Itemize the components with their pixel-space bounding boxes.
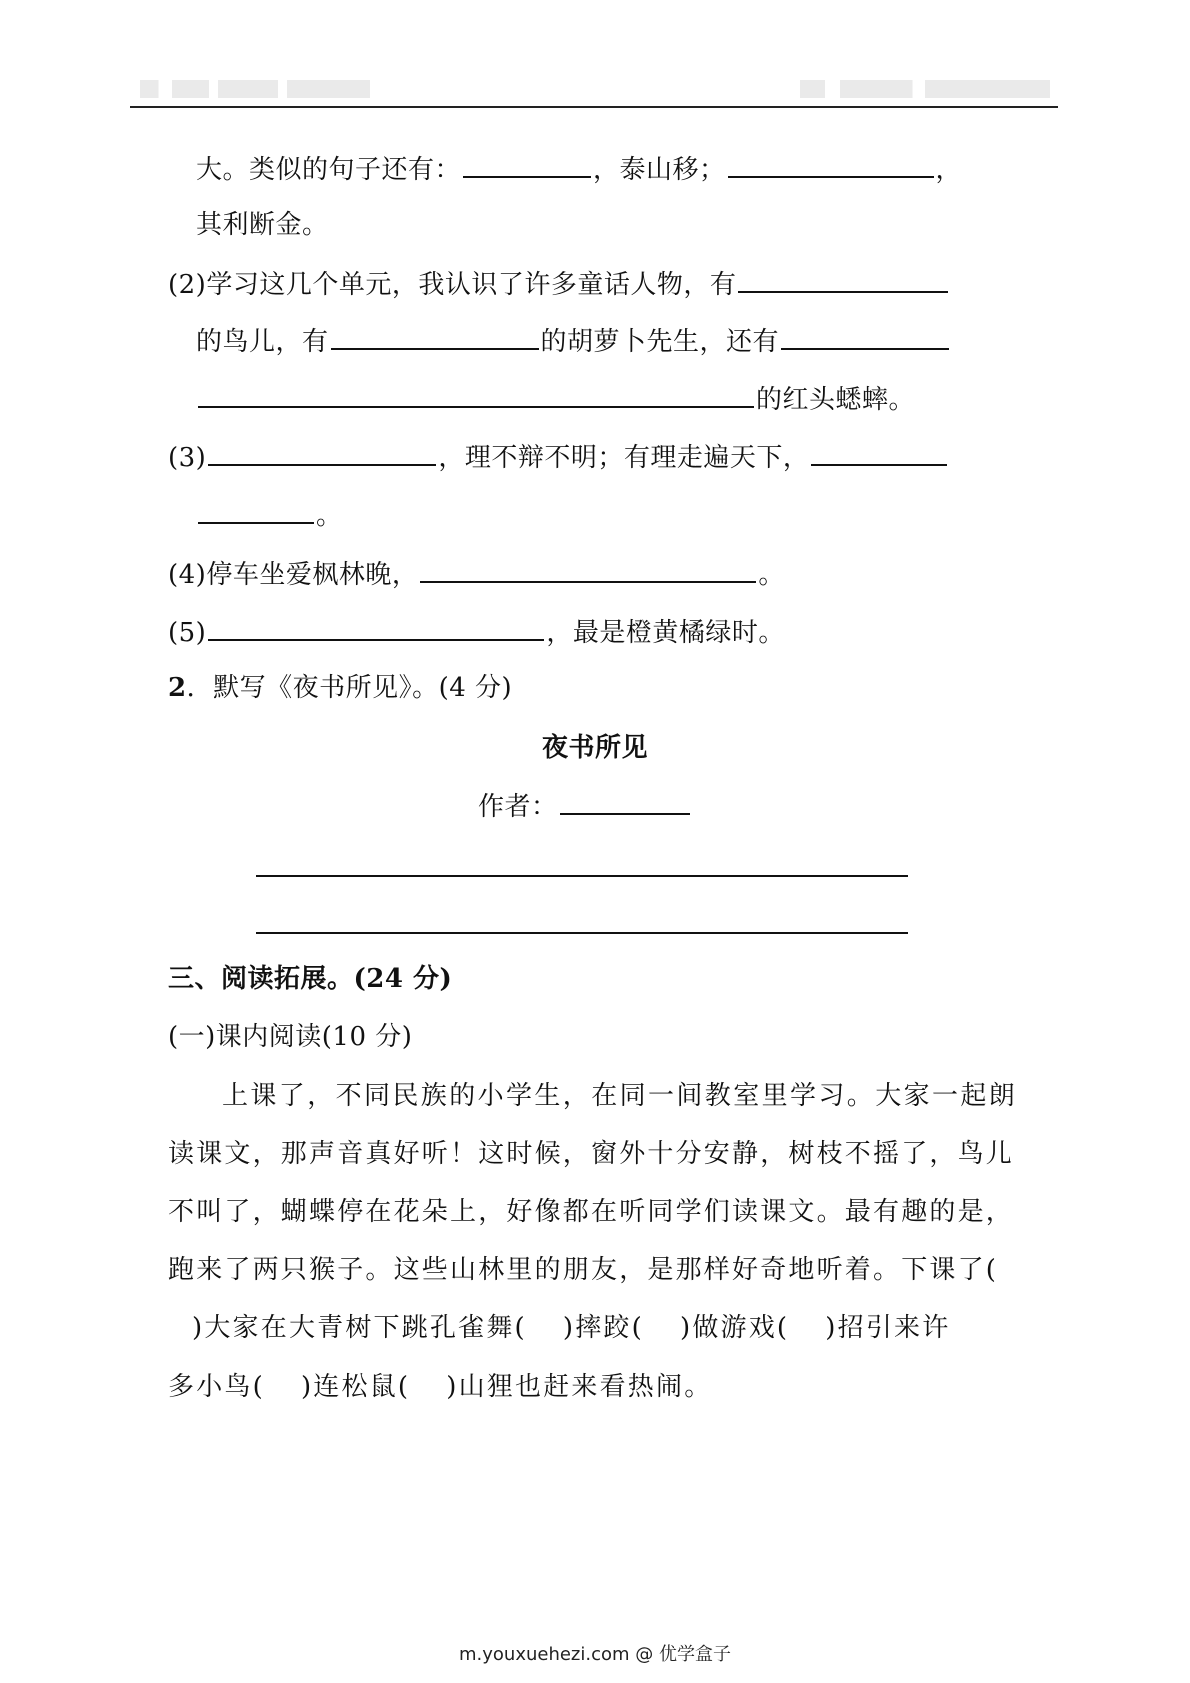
q2-text: ．默写《夜书所见》。(4 分) bbox=[186, 673, 513, 703]
section3-heading bbox=[168, 962, 452, 996]
answer-blank[interactable] bbox=[198, 380, 754, 408]
answer-blank[interactable] bbox=[198, 496, 314, 524]
passage-line-3 bbox=[168, 1195, 1014, 1229]
passage-line-4 bbox=[168, 1253, 998, 1287]
q1-3-line1 bbox=[168, 438, 949, 475]
q1-2-line1 bbox=[168, 265, 950, 302]
footer-text: m.youxuehezi.com @ 优学盒子 bbox=[458, 1644, 731, 1665]
q2-number: 2 bbox=[168, 673, 187, 703]
passage-text: 跑来了两只猴子。这些山林里的朋友，是那样好奇地听着。下课了( bbox=[168, 1255, 999, 1285]
q1-2-text1: (2)学习这几个单元，我认识了许多童话人物，有 bbox=[168, 270, 737, 300]
q1-3-label: (3) bbox=[168, 443, 207, 473]
passage-text: )大家在大青树下跳孔雀舞( bbox=[192, 1313, 527, 1343]
header-left-text-faded bbox=[140, 80, 370, 98]
passage-line-5 bbox=[192, 1311, 950, 1345]
answer-blank[interactable] bbox=[331, 322, 539, 350]
section3-subheading-text: (一)课内阅读(10 分) bbox=[168, 1022, 413, 1052]
q1-line2: 其利断金。 bbox=[196, 210, 329, 240]
answer-blank[interactable] bbox=[420, 555, 756, 583]
poem-line-blank-1[interactable] bbox=[256, 875, 908, 877]
header-right-text-faded bbox=[800, 80, 1050, 98]
passage-text: 上课了，不同民族的小学生，在同一间教室里学习。大家一起朗 bbox=[222, 1081, 1018, 1111]
passage-text: 不叫了，蝴蝶停在花朵上，好像都在听同学们读课文。最有趣的是， bbox=[168, 1197, 1015, 1227]
poem-line-blank-2[interactable] bbox=[256, 932, 908, 934]
q1-line1-mid: ，泰山移； bbox=[593, 155, 726, 185]
q2-heading bbox=[168, 671, 512, 705]
author-blank[interactable] bbox=[560, 787, 690, 815]
q1-line1-start: 大。类似的句子还有： bbox=[196, 155, 462, 185]
q1-3-line2 bbox=[196, 496, 343, 533]
passage-text: 读课文，那声音真好听！这时候，窗外十分安静，树枝不摇了，鸟儿 bbox=[168, 1139, 1015, 1169]
q1-3-end: 。 bbox=[316, 501, 343, 531]
passage-text: )连松鼠( bbox=[300, 1372, 411, 1402]
header-rule bbox=[130, 106, 1058, 108]
author-label: 作者： bbox=[478, 792, 558, 822]
poem-title bbox=[0, 731, 1190, 765]
footer-watermark bbox=[0, 1640, 1190, 1666]
q1-5-label: (5) bbox=[168, 618, 207, 648]
q1-4-end: 。 bbox=[758, 560, 785, 590]
q1-continuation-line1 bbox=[196, 150, 962, 187]
section3-subheading bbox=[168, 1020, 412, 1054]
section3-heading-text: 三、阅读拓展。(24 分) bbox=[168, 964, 453, 994]
answer-blank[interactable] bbox=[208, 613, 544, 641]
passage-text: 多小鸟( bbox=[168, 1372, 265, 1402]
q1-4-line bbox=[168, 555, 785, 592]
answer-blank[interactable] bbox=[738, 265, 948, 293]
passage-text: )山狸也赶来看热闹。 bbox=[446, 1372, 713, 1402]
passage-text: )做游戏( bbox=[679, 1313, 790, 1343]
q1-2-text2b: 的胡萝卜先生，还有 bbox=[540, 327, 780, 357]
poem-title-text: 夜书所见 bbox=[541, 733, 648, 763]
q1-3-mid: ，理不辩不明；有理走遍天下， bbox=[438, 443, 810, 473]
q1-continuation-line2 bbox=[196, 208, 329, 242]
answer-blank[interactable] bbox=[811, 438, 947, 466]
passage-line-1 bbox=[222, 1079, 1017, 1113]
q1-5-line bbox=[168, 613, 785, 650]
q1-2-text2a: 的鸟儿，有 bbox=[196, 327, 329, 357]
q1-line1-end: ， bbox=[935, 155, 963, 185]
q1-2-line2 bbox=[196, 322, 951, 359]
passage-line-6 bbox=[168, 1370, 712, 1404]
answer-blank[interactable] bbox=[781, 322, 949, 350]
poem-author-line bbox=[478, 787, 692, 824]
answer-blank[interactable] bbox=[728, 150, 934, 178]
answer-blank[interactable] bbox=[463, 150, 591, 178]
passage-line-2 bbox=[168, 1137, 1014, 1171]
answer-blank[interactable] bbox=[208, 438, 436, 466]
passage-text: )招引来许 bbox=[825, 1313, 951, 1343]
q1-4-text: (4)停车坐爱枫林晚， bbox=[168, 560, 419, 590]
q1-5-end: ，最是橙黄橘绿时。 bbox=[546, 618, 785, 648]
q1-2-line3 bbox=[196, 380, 915, 417]
passage-text: )摔跤( bbox=[562, 1313, 644, 1343]
q1-2-text3: 的红头蟋蟀。 bbox=[756, 385, 916, 415]
